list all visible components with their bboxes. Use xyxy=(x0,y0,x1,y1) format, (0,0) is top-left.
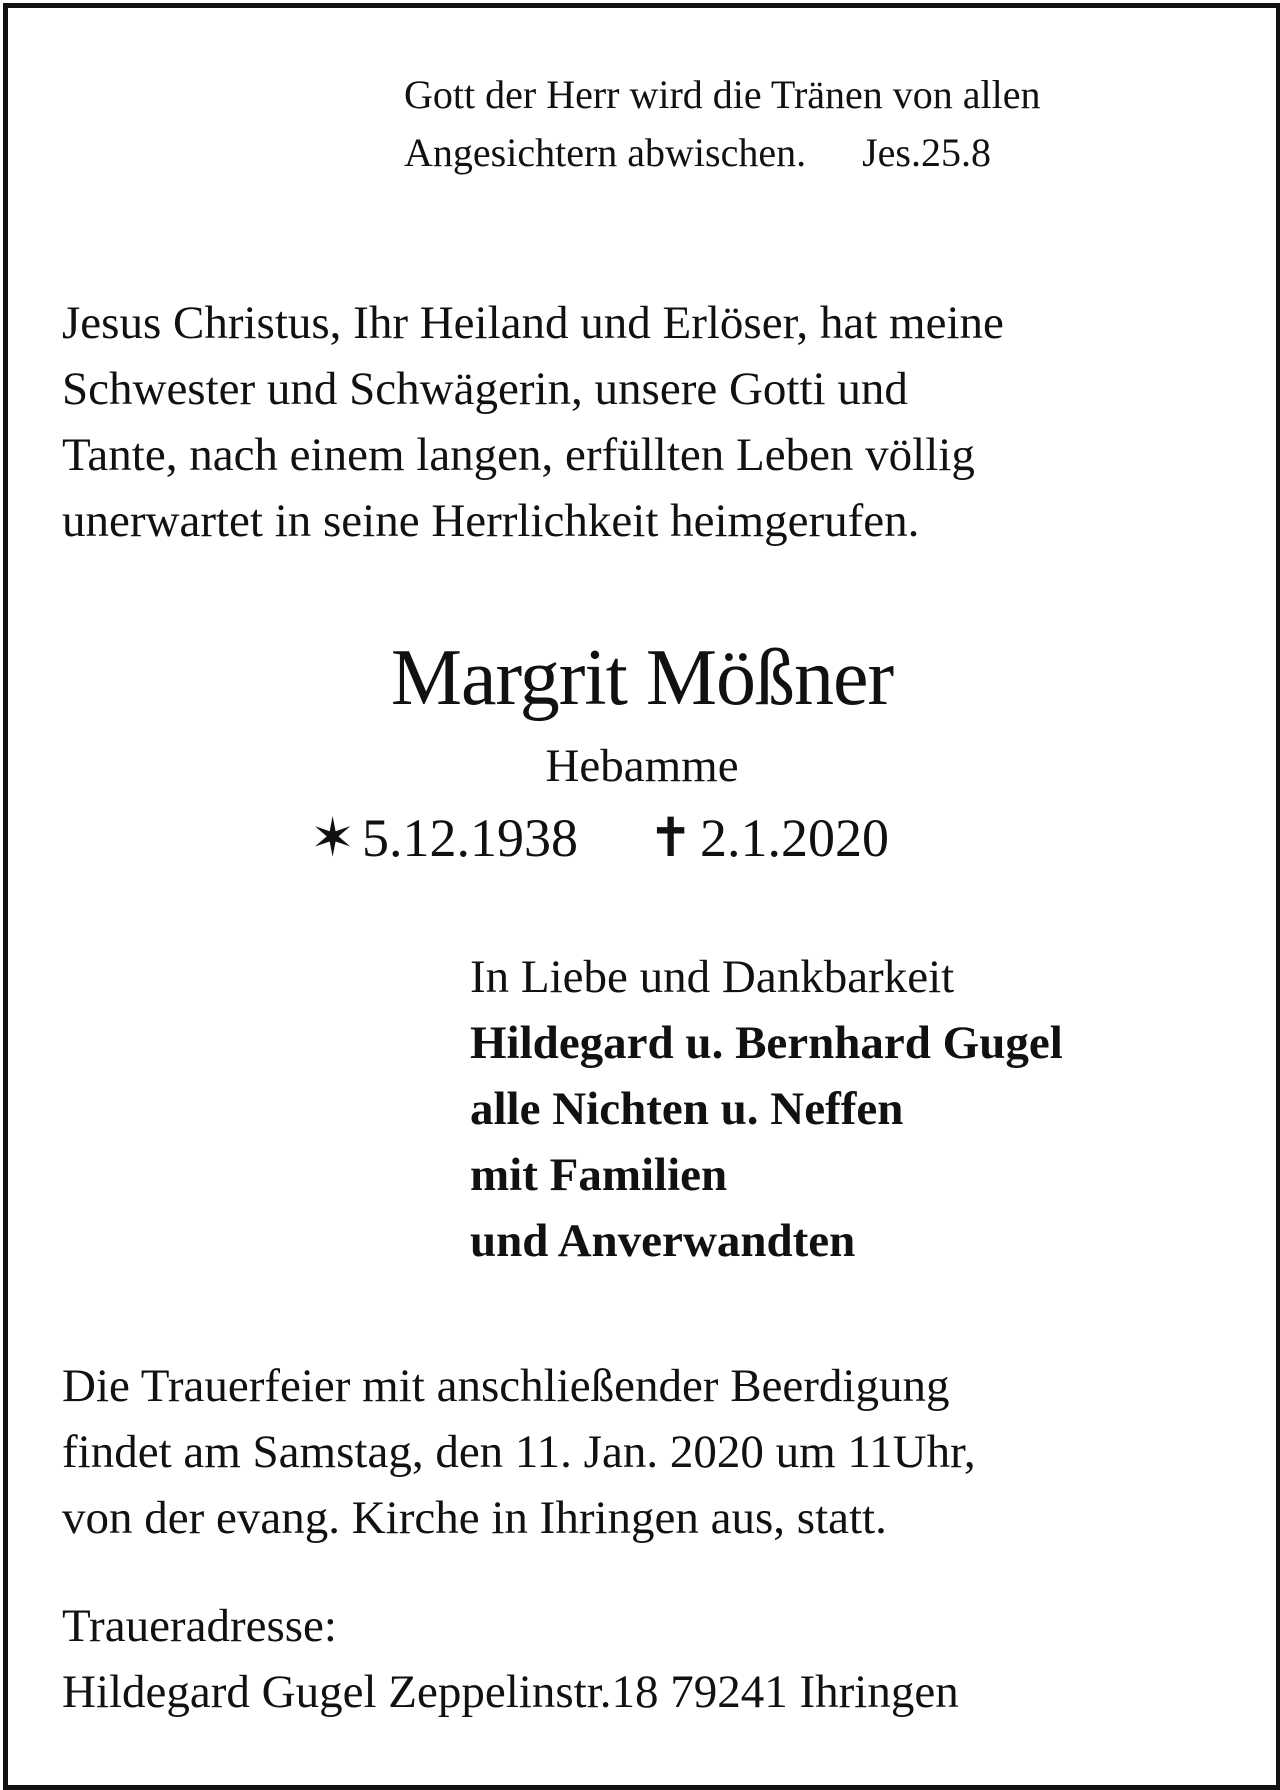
death-cross-icon: ✝ xyxy=(648,808,694,868)
verse-line-2-text: Angesichtern abwischen. xyxy=(404,130,807,175)
obituary-notice xyxy=(3,3,1280,1790)
address-value: Hildegard Gugel Zeppelinstr.18 79241 Ihringen xyxy=(62,1666,959,1718)
deceased-name: Margrit Mößner xyxy=(390,634,894,722)
funeral-line: Die Trauerfeier mit anschließender Beerdigung xyxy=(62,1360,950,1412)
mourner-line: alle Nichten u. Neffen xyxy=(470,1083,904,1135)
verse-line-1: Gott der Herr wird die Tränen von allen xyxy=(404,72,1041,117)
bible-verse xyxy=(404,66,1041,182)
mourner-line: mit Familien xyxy=(470,1149,728,1201)
mourners-block xyxy=(470,944,1063,1274)
birth-date: 5.12.1938 xyxy=(362,808,578,868)
intro-line: Schwester und Schwägerin, unsere Gotti und xyxy=(62,363,908,415)
funeral-details xyxy=(62,1353,976,1551)
life-dates xyxy=(310,803,889,873)
mourner-line: Hildegard u. Bernhard Gugel xyxy=(470,1017,1063,1069)
intro-paragraph xyxy=(62,290,1004,554)
intro-line: Tante, nach einem langen, erfüllten Leben völlig xyxy=(62,429,975,481)
deceased-profession: Hebamme xyxy=(545,740,739,792)
mourners-intro: In Liebe und Dankbarkeit xyxy=(470,951,955,1003)
intro-line: Jesus Christus, Ihr Heiland und Erlöser, hat meine xyxy=(62,297,1004,349)
funeral-line: von der evang. Kirche in Ihringen aus, statt. xyxy=(62,1492,887,1544)
intro-line: unerwartet in seine Herrlichkeit heimgerufen. xyxy=(62,495,920,547)
verse-reference: Jes.25.8 xyxy=(862,130,991,175)
address-label: Traueradresse: xyxy=(62,1600,337,1652)
funeral-line: findet am Samstag, den 11. Jan. 2020 um 11Uhr, xyxy=(62,1426,976,1478)
birth-star-icon: ✶ xyxy=(310,808,356,868)
mourner-line: und Anverwandten xyxy=(470,1215,856,1267)
death-date: 2.1.2020 xyxy=(700,808,889,868)
verse-line-2 xyxy=(404,124,1041,182)
mourning-address xyxy=(62,1593,959,1725)
